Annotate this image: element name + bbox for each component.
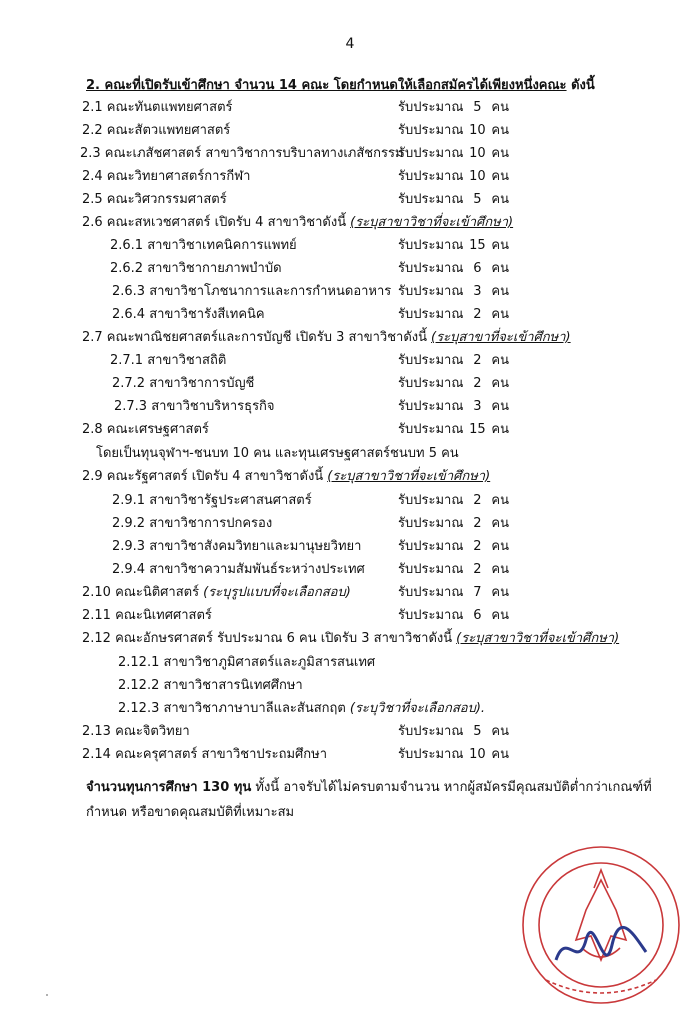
item-label: [118, 651, 375, 672]
section-heading-tail: ดังนี้: [566, 78, 595, 93]
quota-unit: คน: [491, 146, 509, 161]
quota-unit: คน: [491, 238, 509, 253]
list-item: [0, 257, 700, 279]
quota-number: 2: [473, 493, 482, 508]
item-text: 2.14 คณะครุศาสตร์ สาขาวิชาประถมศึกษา: [82, 747, 328, 762]
item-quota: [398, 280, 509, 301]
item-quota: [398, 165, 509, 186]
item-quota: [398, 418, 509, 439]
item-text: 2.4 คณะวิทยาศาสตร์การกีฬา: [82, 169, 251, 184]
quota-number: 10: [469, 169, 486, 184]
item-text: 2.6 คณะสหเวชศาสตร์ เปิดรับ 4 สาขาวิชาดังนี้: [82, 215, 347, 230]
quota-number: 3: [473, 399, 482, 414]
quota-unit: คน: [491, 376, 509, 391]
quota-unit: คน: [491, 747, 509, 762]
item-label: [110, 257, 282, 278]
item-label: [82, 165, 250, 186]
quota-number: 2: [473, 353, 482, 368]
item-quota: [398, 142, 509, 163]
page-number: 4: [345, 36, 355, 52]
item-label: [118, 697, 485, 718]
list-item: [0, 558, 700, 580]
quota-unit: คน: [491, 539, 509, 554]
quota-number: 7: [473, 585, 482, 600]
quota-unit: คน: [491, 123, 509, 138]
item-quota: [398, 257, 509, 278]
item-label: [112, 303, 265, 324]
quota-prefix: รับประมาณ: [398, 399, 464, 414]
item-label: [114, 395, 275, 416]
item-label: [112, 558, 365, 579]
item-text: 2.6.1 สาขาวิชาเทคนิคการแพทย์: [110, 238, 297, 253]
list-item: [0, 96, 700, 118]
item-quota: [398, 96, 509, 117]
item-label: [110, 349, 226, 370]
quota-number: 5: [473, 192, 482, 207]
item-quota: [398, 743, 509, 764]
quota-prefix: รับประมาณ: [398, 307, 464, 322]
item-quota: [398, 558, 509, 579]
item-label: [110, 234, 297, 255]
quota-prefix: รับประมาณ: [398, 376, 464, 391]
list-item: [0, 303, 700, 325]
quota-unit: คน: [491, 261, 509, 276]
list-item: [0, 604, 700, 626]
quota-unit: คน: [491, 562, 509, 577]
item-text: 2.8 คณะเศรษฐศาสตร์: [82, 422, 209, 437]
item-label: [112, 535, 361, 556]
item-label: [82, 720, 190, 741]
summary-total: จำนวนทุนการศึกษา 130 ทุน: [86, 780, 252, 795]
quota-prefix: รับประมาณ: [398, 123, 464, 138]
quota-prefix: รับประมาณ: [398, 493, 464, 508]
item-label: [82, 743, 327, 764]
quota-prefix: รับประมาณ: [398, 238, 464, 253]
item-text: 2.10 คณะนิติศาสตร์: [82, 585, 200, 600]
list-item: [0, 489, 700, 511]
list-item: [0, 465, 700, 487]
quota-prefix: รับประมาณ: [398, 353, 464, 368]
item-text: 2.6.3 สาขาวิชาโภชนาการและการกำหนดอาหาร: [112, 284, 392, 299]
item-text: 2.7.1 สาขาวิชาสถิติ: [110, 353, 227, 368]
quota-unit: คน: [491, 399, 509, 414]
item-text: 2.9.1 สาขาวิชารัฐประศาสนศาสตร์: [112, 493, 312, 508]
item-quota: [398, 581, 509, 602]
item-instruction-note: (ระบุสาขาที่จะเข้าศึกษา): [431, 330, 571, 345]
scan-speck: [46, 994, 48, 996]
quota-prefix: รับประมาณ: [398, 169, 464, 184]
item-label: [82, 96, 233, 117]
item-label: [82, 465, 490, 486]
list-item: [0, 581, 700, 603]
quota-unit: คน: [491, 100, 509, 115]
item-quota: [398, 489, 509, 510]
item-text: 2.12.3 สาขาวิชาภาษาบาลีและสันสกฤต: [118, 701, 346, 716]
item-instruction-note: (ระบุสาขาวิชาที่จะเข้าศึกษา): [327, 469, 491, 484]
quota-number: 10: [469, 123, 486, 138]
quota-prefix: รับประมาณ: [398, 724, 464, 739]
item-quota: [398, 303, 509, 324]
section-heading: [86, 74, 595, 95]
list-item: [0, 119, 700, 141]
item-text: 2.6.2 สาขาวิชากายภาพบำบัด: [110, 261, 282, 276]
item-label: [118, 674, 303, 695]
item-text: 2.9.3 สาขาวิชาสังคมวิทยาและมานุษยวิทยา: [112, 539, 362, 554]
item-text: 2.2 คณะสัตวแพทยศาสตร์: [82, 123, 231, 138]
item-label: [96, 442, 459, 463]
item-instruction-note: (ระบุสาขาวิชาที่จะเข้าศึกษา): [350, 215, 514, 230]
list-item: [0, 234, 700, 256]
quota-unit: คน: [491, 608, 509, 623]
quota-unit: คน: [491, 307, 509, 322]
list-item: [0, 165, 700, 187]
item-quota: [398, 535, 509, 556]
quota-number: 3: [473, 284, 482, 299]
list-item: [0, 743, 700, 765]
quota-number: 6: [473, 261, 482, 276]
item-text: 2.9.2 สาขาวิชาการปกครอง: [112, 516, 273, 531]
quota-unit: คน: [491, 169, 509, 184]
quota-prefix: รับประมาณ: [398, 422, 464, 437]
item-instruction-note: (ระบุวิชาที่จะเลือกสอบ).: [349, 701, 486, 716]
list-item: [0, 280, 700, 302]
quota-unit: คน: [491, 192, 509, 207]
list-item: [0, 442, 700, 464]
item-text: 2.7 คณะพาณิชยศาสตร์และการบัญชี เปิดรับ 3 สาขาวิชาดังนี้: [82, 330, 428, 345]
quota-prefix: รับประมาณ: [398, 146, 464, 161]
quota-number: 2: [473, 376, 482, 391]
list-item: [0, 418, 700, 440]
quota-number: 2: [473, 562, 482, 577]
list-item: [0, 651, 700, 673]
list-item: [0, 512, 700, 534]
list-item: [0, 188, 700, 210]
quota-number: 10: [469, 747, 486, 762]
item-label: [82, 581, 351, 602]
item-quota: [398, 188, 509, 209]
quota-number: 15: [469, 238, 486, 253]
item-quota: [398, 119, 509, 140]
item-text: 2.6.4 สาขาวิชารังสีเทคนิค: [112, 307, 265, 322]
list-item: [0, 535, 700, 557]
quota-unit: คน: [491, 516, 509, 531]
item-text: 2.12.2 สาขาวิชาสารนิเทศศึกษา: [118, 678, 303, 693]
item-label: [82, 604, 212, 625]
summary-paragraph: [86, 775, 656, 825]
item-quota: [398, 395, 509, 416]
quota-number: 6: [473, 608, 482, 623]
item-text: 2.3 คณะเภสัชศาสตร์ สาขาวิชาการบริบาลทางเภสัชกรรม: [80, 146, 404, 161]
quota-number: 5: [473, 724, 482, 739]
list-item: [0, 627, 700, 649]
quota-prefix: รับประมาณ: [398, 585, 464, 600]
item-label: [80, 142, 404, 163]
quota-prefix: รับประมาณ: [398, 539, 464, 554]
item-label: [82, 119, 230, 140]
item-quota: [398, 512, 509, 533]
item-quota: [398, 604, 509, 625]
list-item: [0, 697, 700, 719]
item-text: 2.9.4 สาขาวิชาความสัมพันธ์ระหว่างประเทศ: [112, 562, 365, 577]
item-instruction-note: (ระบุสาขาวิชาที่จะเข้าศึกษา): [456, 631, 620, 646]
quota-unit: คน: [491, 493, 509, 508]
quota-number: 2: [473, 539, 482, 554]
item-text: 2.5 คณะวิศวกรรมศาสตร์: [82, 192, 227, 207]
quota-prefix: รับประมาณ: [398, 192, 464, 207]
item-text: 2.7.2 สาขาวิชาการบัญชี: [112, 376, 255, 391]
list-item: [0, 372, 700, 394]
quota-prefix: รับประมาณ: [398, 261, 464, 276]
quota-unit: คน: [491, 724, 509, 739]
summary-note: ทั้งนี้ อาจรับได้ไม่ครบตามจำนวน หากผู้สมัครมีคุณสมบัติต่ำกว่าเกณฑ์ที่กำหนด หรือขาดคุณสมบัติที่เหมาะสม: [86, 780, 652, 820]
quota-number: 5: [473, 100, 482, 115]
quota-unit: คน: [491, 422, 509, 437]
item-label: [112, 512, 272, 533]
item-text: 2.13 คณะจิตวิทยา: [82, 724, 190, 739]
item-quota: [398, 372, 509, 393]
list-item: [0, 349, 700, 371]
item-quota: [398, 234, 509, 255]
quota-unit: คน: [491, 284, 509, 299]
quota-unit: คน: [491, 353, 509, 368]
item-label: [82, 627, 619, 648]
item-label: [82, 418, 209, 439]
item-label: [82, 188, 227, 209]
list-item: [0, 326, 700, 348]
university-seal-stamp: [516, 840, 686, 1010]
item-text: 2.11 คณะนิเทศศาสตร์: [82, 608, 212, 623]
quota-unit: คน: [491, 585, 509, 600]
quota-prefix: รับประมาณ: [398, 747, 464, 762]
item-text: 2.7.3 สาขาวิชาบริหารธุรกิจ: [114, 399, 275, 414]
item-quota: [398, 720, 509, 741]
list-item: [0, 720, 700, 742]
quota-number: 2: [473, 307, 482, 322]
item-label: [82, 326, 571, 347]
list-item: [0, 674, 700, 696]
item-instruction-note: (ระบุรูปแบบที่จะเลือกสอบ): [203, 585, 351, 600]
quota-prefix: รับประมาณ: [398, 284, 464, 299]
list-item: [0, 211, 700, 233]
list-item: [0, 142, 700, 164]
item-label: [112, 489, 312, 510]
list-item: [0, 395, 700, 417]
item-text: 2.12.1 สาขาวิชาภูมิศาสตร์และภูมิสารสนเทศ: [118, 655, 376, 670]
quota-prefix: รับประมาณ: [398, 608, 464, 623]
item-text: 2.9 คณะรัฐศาสตร์ เปิดรับ 4 สาขาวิชาดังนี้: [82, 469, 324, 484]
item-quota: [398, 349, 509, 370]
item-text: โดยเป็นทุนจุฬาฯ-ชนบท 10 คน และทุนเศรษฐศาสตร์ชนบท 5 คน: [96, 446, 459, 461]
item-label: [112, 372, 254, 393]
quota-number: 15: [469, 422, 486, 437]
quota-prefix: รับประมาณ: [398, 562, 464, 577]
item-text: 2.1 คณะทันตแพทยศาสตร์: [82, 100, 233, 115]
item-label: [112, 280, 391, 301]
quota-number: 2: [473, 516, 482, 531]
quota-number: 10: [469, 146, 486, 161]
item-text: 2.12 คณะอักษรศาสตร์ รับประมาณ 6 คน เปิดรับ 3 สาขาวิชาดังนี้: [82, 631, 453, 646]
quota-prefix: รับประมาณ: [398, 100, 464, 115]
section-heading-main: 2. คณะที่เปิดรับเข้าศึกษา จำนวน 14 คณะ โดยกำหนดให้เลือกสมัครได้เพียงหนึ่งคณะ: [86, 78, 567, 93]
item-label: [82, 211, 513, 232]
quota-prefix: รับประมาณ: [398, 516, 464, 531]
